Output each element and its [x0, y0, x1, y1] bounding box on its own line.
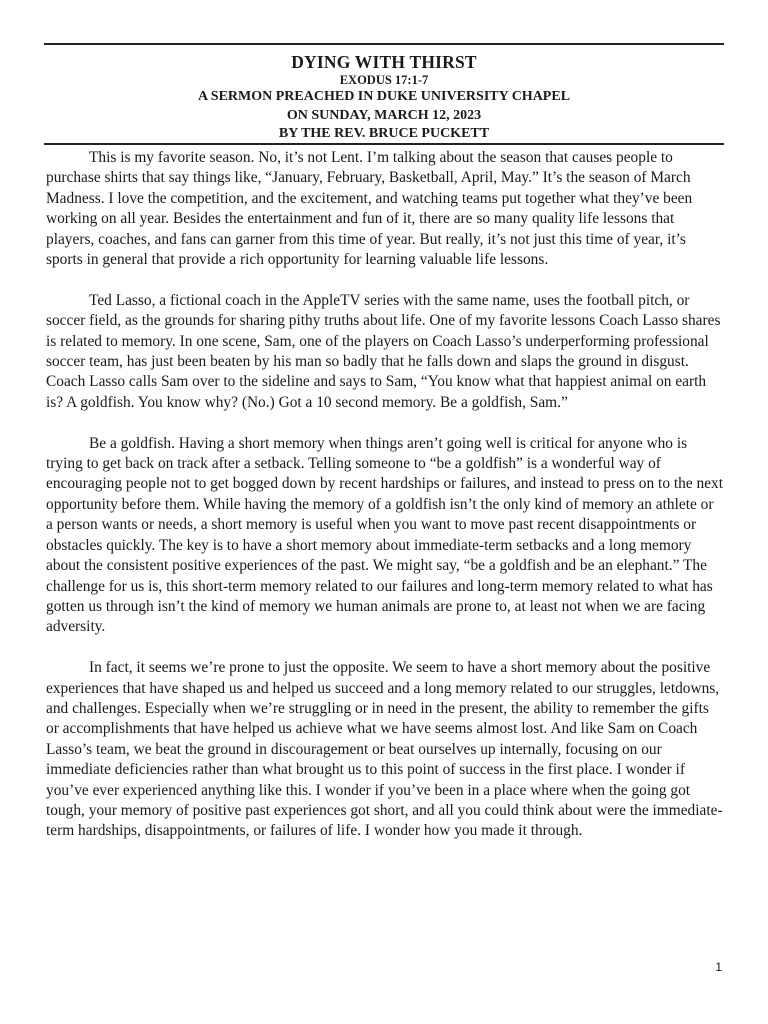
sermon-title: DYING WITH THIRST: [291, 52, 477, 72]
paragraph: Be a goldfish. Having a short memory when things aren’t going well is critical for anyone who is trying to get back on track after a setback. Telling someone to “be a goldfish” is a wonderful way of encouraging people not to get bogged down by recent hardships or failures, and instead to press on to the next opportunity before them. While having the memory of a goldfish isn’t the only kind of memory an athlete or a person wants or needs, a short memory is useful when you want to move past recent disappointments or obstacles quickly. The key is to have a short memory about immediate-term setbacks and a long memory about the consistent positive experiences of the past. We might say, “be a goldfish and be an elephant.” The challenge for us is, this short-term memory related to our failures and long-term memory related to what has gotten us through isn’t the kind of memory we human animals are prone to, at least not when we are facing adversity.: [46, 434, 724, 636]
header-top-rule: [44, 43, 724, 45]
page-number: 1: [715, 960, 722, 974]
header-bottom-rule: [44, 143, 724, 145]
paragraph: In fact, it seems we’re prone to just the opposite. We seem to have a short memory about the positive experiences that have shaped us and helped us succeed and a long memory related to our struggles, letdowns, and challenges. Especially when we’re struggling or in need in the present, the ability to remember the gifts or accomplishments that have helped us achieve what we have seems almost lost. And like Sam on Coach Lasso’s team, we beat the ground in discouragement or beat ourselves up internally, focusing on our immediate deficiencies rather than what brought us to this point of success in the first place. I wonder if you’ve ever experienced anything like this. I wonder if you’ve been in a place where when the going got tough, your memory of positive past experiences got short, and all you could think about were the immediate-term hardships, disappointments, or failures of life. I wonder how you made it through.: [46, 659, 723, 840]
paragraph: Ted Lasso, a fictional coach in the AppleTV series with the same name, uses the football pitch, or soccer field, as the grounds for sharing pithy truths about life. One of my favorite lessons Coach Lasso shares is related to memory. In one scene, Sam, one of the players on Coach Lasso’s underperforming professional soccer team, has just been beaten by his man so badly that he falls down and slaps the ground in disgust. Coach Lasso calls Sam over to the sideline and says to Sam, “You know what that happiest animal on earth is? A goldfish. You know why? (No.) Got a 10 second memory. Be a goldfish, Sam.”: [46, 291, 721, 411]
header-line-author: BY THE REV. BRUCE PUCKETT: [278, 126, 490, 141]
sermon-body: [46, 148, 724, 862]
scripture-reference: EXODUS 17:1-7: [339, 73, 429, 87]
header-line-chapel: A SERMON PREACHED IN DUKE UNIVERSITY CHAPEL: [197, 89, 571, 104]
sermon-header: [44, 52, 724, 144]
header-line-date: ON SUNDAY, MARCH 12, 2023: [286, 107, 482, 123]
paragraph: This is my favorite season. No, it’s not Lent. I’m talking about the season that causes people to purchase shirts that say things like, “January, February, Basketball, April, May.” It’s the season of March Madness. I love the competition, and the excitement, and watching teams put together what they’ve been working on all year. Besides the entertainment and fun of it, there are so many quality life lessons that players, coaches, and fans can garner from this time of year. But really, it’s not just this time of year, it’s sports in general that provide a rich opportunity for learning valuable life lessons.: [46, 149, 693, 269]
